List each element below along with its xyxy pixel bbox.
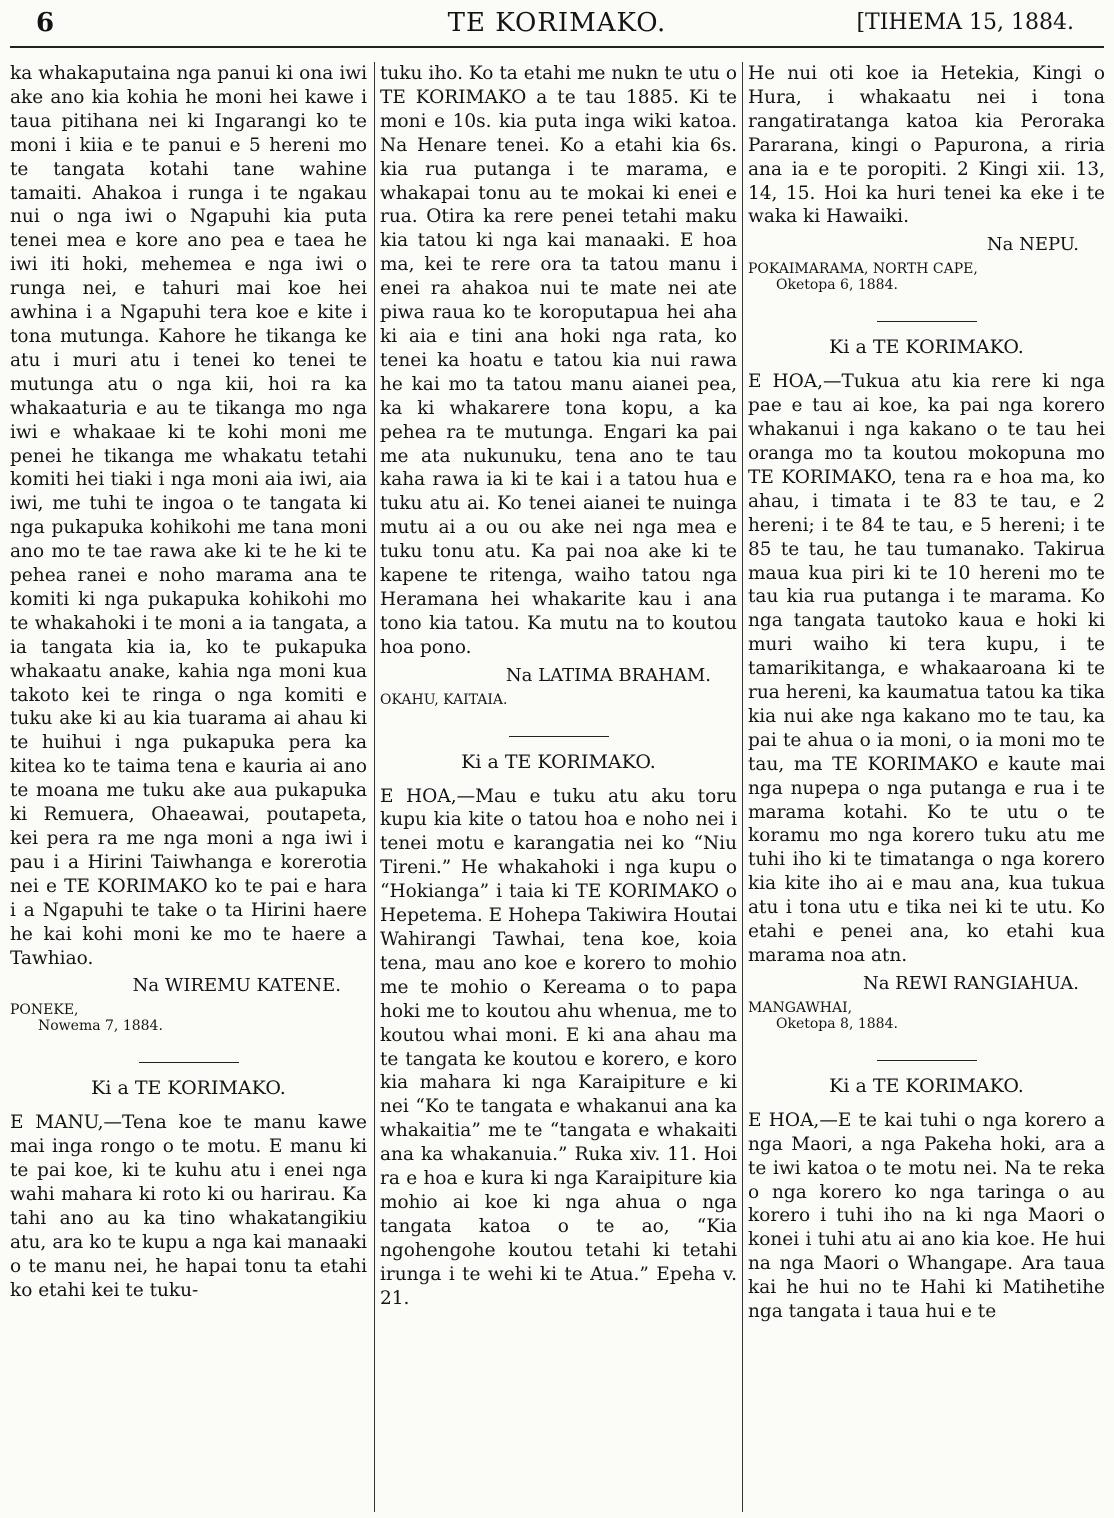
letter-body: ka whakaputaina nga panui ki ona iwi ake ano kia kohia he moni hei kawe i taua pitihana nei ki Ingarangi ko te moni i kiia e te panui e 5 hereni mo te tangata kotahi tane wahine tamaiti. Ahakoa i runga i te ngakau nui o nga iwi o Ngapuhi kia puta tenei mea e kore ano pea e taea he iwi iti hoki, mehemea e nga iwi o runga nei, e tahuri mai koe hei awhina i a Ngapuhi tera koe e kite i tona mutunga. Kahore he tikanga ke atu i muri atu i tenei ko tenei te mutunga atu o nga kii, hoi ra ka whakaaturia e au te tikanga mo nga iwi e whakaae ki te kohi moni me penei he tikanga me whakatu tetahi komiti hei tiaki i nga moni aia iwi, aia iwi, me tuhi te ingoa o te tangata ki nga pukapuka kohikohi me tana moni ano mo te tae rawa ake ki te he ki te pehea ranei e noho marama ana te komiti ki nga pukapuka kohikohi mo te whakahoki i te moni a ia tangata, a ia tangata kia ia, ko te pukapuka whakaatu anake, kahia nga moni kua takoto kei te ringa o nga komiti e tuku ake ki au kia tuarama ai ahau ki te huihui i nga pukapuka pera ka kitea ko te taima tena e kauria ai ano te moana me tuku ake aua pukapuka ki Remuera, Ohaeawai, poutapeta, kei pera ra me nga moni a nga iwi i pau i a Hirini Taiwhanga e korerotia nei e TE KORIMAKO ko te pai e hara i a Ngapuhi te take o ta Hirini haere he kai kohi moni ke mo te haere a Tawhiao. xyxy=(10,63,367,969)
header-rule xyxy=(10,46,1104,48)
column-1 xyxy=(10,62,367,1512)
section-divider xyxy=(877,1060,977,1061)
page-number: 6 xyxy=(36,8,55,38)
column-rule xyxy=(742,62,743,1512)
column-3 xyxy=(748,62,1105,1512)
letter-place: PONEKE, xyxy=(10,1002,79,1019)
letter-heading: Ki a TE KORIMAKO. xyxy=(829,336,1024,359)
section-divider xyxy=(877,321,977,322)
masthead-title: TE KORIMAKO. xyxy=(447,8,667,38)
letter-signature: Na WIREMU KATENE. xyxy=(132,975,341,997)
letter-place: POKAIMARAMA, NORTH CAPE, xyxy=(748,261,978,278)
letter-place: OKAHU, KAITAIA. xyxy=(380,691,508,708)
letter-heading: Ki a TE KORIMAKO. xyxy=(91,1077,286,1100)
letter-heading: Ki a TE KORIMAKO. xyxy=(829,1074,1024,1097)
letter-heading: Ki a TE KORIMAKO. xyxy=(461,750,656,773)
letter-date: Nowema 7, 1884. xyxy=(38,1018,163,1035)
letter-place: MANGAWHAI, xyxy=(748,999,853,1016)
section-divider xyxy=(139,1062,239,1063)
letter-body: tuku iho. Ko ta etahi me nukn te utu o TE KORIMAKO a te tau 1885. Ki te moni e 10s. kia puta inga wiki katoa. Na Henare tenei. Ko a etahi kia 6s. kia rua putanga i te marama, e whakapai tonu au te mokai ki enei e rua. Otira ka rere penei tetahi maku kia tatou ki nga kai manaaki. E hoa ma, kei te rere ora ta tatou manu i enei ra ahakoa nui te mate nei ate piwa raua ko te koroputapua hei aha ki aia e tini ana hoki nga rata, ko tenei ka hoatu e tatou kia nui rawa he kai mo ta tatou manu aianei pea, ka ki whakarere tona kopu, a ka pehea ra te mutunga. Engari ka pai me ata nukunuku, tena ano te tau kaha rawa ia ki te kai i a tatou hua e tuku atu ai. Ko tenei aianei te nuinga mutu ai a ou ou ake nei nga mea e tuku tonu atu. Ka pai noa ake ki te kapene te ritenga, waiho tatou nga Heramana hei whakarite kau i ana tono kia tatou. Ka mutu na to koutou hoa pono. xyxy=(380,63,737,658)
letter-body: E HOA,—Tukua atu kia rere ki nga pae e tau ai koe, ka pai nga korero whakanui i nga kakano o te tau hei oranga mo ta koutou mokopuna mo TE KORIMAKO, tena ra e hoa ma, ko ahau, i timata i te 83 te tau, e 2 hereni; i te 84 te tau, e 5 hereni; i te 85 te tau, he tau tumanako. Takirua maua kua piri ki te 10 hereni mo te tau kia rua putanga i te marama. Ko nga tangata tautoko kaua e hoki ki muri waiho ki tera kupu, i te tamarikitanga, e whakaaroana ki te rua hereni, ka kaumatua tatou ka tika kia nui ake nga kakano mo te tau, ka pai te ahua o ia moni, o ia moni mo te tau, ma TE KORIMAKO e kaute mai nga nupepa o nga putanga e rua i te marama kotahi. Ko te utu o te koramu mo nga korero tuku atu me tuhi iho ki te timatanga o nga korero kia kite iho ai e mau ana, kua tukua atu i tona utu e tika nei ki te utu. Ko etahi e penei ana, ko etahi kua marama noa atn. xyxy=(748,371,1105,966)
letter-signature: Na NEPU. xyxy=(986,234,1079,256)
letter-date: Oketopa 6, 1884. xyxy=(776,277,898,294)
letter-body: E HOA,—E te kai tuhi o nga korero a nga Maori, a nga Pakeha hoki, ara a te iwi katoa o te motu nei. Na te reka o nga korero ko nga taringa o au korero i tuhi iho na ki nga Maori o konei i tuhi atu ai ano kia koe. He hui na nga Maori o Whangape. Ara taua kai he hui no te Hahi ki Matihetihe nga tangata i taua hui e te xyxy=(748,1109,1105,1323)
letter-body: E HOA,—Mau e tuku atu aku toru kupu kia kite o tatou hoa e noho nei i tenei motu e karangatia nei ko “Niu Tireni.” He whakahoki i nga kupu o “Hokianga” i taia ki TE KORIMAKO o Hepetema. E Hohepa Takiwira Houtai Wahirangi Tawhai, tena koe, koia tena, mau ano koe e korero to mohio me te mohio o Kereama o to papa hoki me to koutou ahu whenua, me to koutou whai moni. E ki ana ahau ma te tangata ke koutou e korero, e koro kia mahara ki nga Karaipiture e ki nei “Ko te tangata e whakanui ana ka whakaitia” me te “tangata e whakaiti ana ka whakanuia.” Ruka xiv. 11. Hoi ra e hoa e kura ki nga Karaipiture kia mohio ai koe ki nga ahua o nga tangata katoa o te ao, “Kia ngohengohe koutou tetahi ki tetahi irunga i te wehi ki te Atua.” Epeha v. 21. xyxy=(380,785,737,1309)
section-divider xyxy=(509,736,609,737)
issue-date: [TIHEMA 15, 1884. xyxy=(856,10,1074,35)
page-header xyxy=(0,0,1114,50)
letter-signature: Na REWI RANGIAHUA. xyxy=(862,972,1079,994)
letter-signature: Na LATIMA BRAHAM. xyxy=(505,664,711,686)
column-rule xyxy=(374,62,375,1512)
letter-body: He nui oti koe ia Hetekia, Kingi o Hura, i whakaatu nei i tona rangatiratanga katoa kia Peroraka Pararana, kingi o Papurona, a riria ana ia e te poropiti. 2 Kingi xii. 13, 14, 15. Hoi ka huri tenei ka eke i te waka ki Hawaiki. xyxy=(748,63,1105,228)
column-2 xyxy=(380,62,737,1512)
letter-date: Oketopa 8, 1884. xyxy=(776,1015,898,1032)
letter-body: E MANU,—Tena koe te manu kawe mai inga rongo o te motu. E manu ki te pai koe, ki te kuhu atu i enei nga wahi mahara ki roto ki ou harirau. Ka tahi ano au ka tino whakatangikiu atu, ara ko te kupu a nga kai manaaki o te manu nei, he hapai tonu ta etahi ko etahi kei te tuku- xyxy=(10,1112,367,1301)
